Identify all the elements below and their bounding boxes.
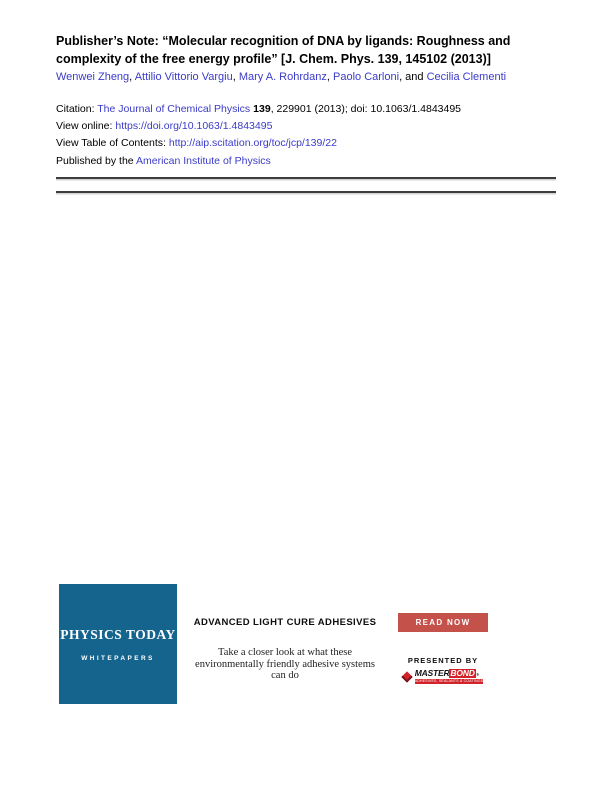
doi-link[interactable]: https://doi.org/10.1063/1.4843495 (115, 120, 273, 133)
read-now-button[interactable]: READ NOW (398, 613, 488, 632)
author-separator: , (326, 71, 334, 83)
citation-block (56, 101, 461, 170)
author-link[interactable]: Wenwei Zheng (56, 71, 130, 83)
toc-line (56, 135, 461, 152)
author-list (56, 71, 506, 83)
divider (56, 177, 556, 179)
presented-by-label: PRESENTED BY (407, 656, 479, 665)
ad-banner (0, 584, 612, 705)
ad-headline: ADVANCED LIGHT CURE ADHESIVES (193, 617, 377, 628)
citation-suffix: , 229901 (2013); doi: 10.1063/1.4843495 (270, 103, 462, 115)
toc-link[interactable]: http://aip.scitation.org/toc/jcp/139/22 (168, 137, 337, 150)
published-by-label: Published by the (56, 154, 136, 167)
volume-number: 139 (253, 103, 271, 115)
author-separator: , (232, 71, 239, 83)
author-separator: , and (399, 71, 427, 83)
masterbond-logo[interactable] (398, 669, 488, 684)
journal-link[interactable]: The Journal of Chemical Physics (97, 103, 251, 115)
ad-copy (175, 584, 395, 682)
divider (56, 191, 556, 193)
ad-body-text: Take a closer look at what these environmentally friendly adhesive systems can do (195, 647, 375, 681)
masterbond-text (415, 669, 484, 678)
masterbond-master-text: MASTER (414, 668, 450, 678)
citation-line (56, 101, 461, 118)
masterbond-wordmark (415, 669, 484, 684)
author-link[interactable]: Attilio Vittorio Vargiu (134, 71, 233, 83)
author-link[interactable]: Cecilia Clementi (426, 71, 507, 83)
citation-label: Citation: (56, 103, 98, 115)
toc-label: View Table of Contents: (56, 137, 169, 150)
view-online-label: View online: (56, 120, 116, 133)
ad-cta-column (398, 584, 488, 684)
view-online-line (56, 118, 461, 135)
masterbond-bond-text: BOND (450, 668, 475, 678)
author-link[interactable]: Paolo Carloni (333, 71, 400, 83)
physics-today-ad[interactable] (59, 584, 177, 704)
physics-today-logo: PHYSICS TODAY (60, 626, 176, 642)
registered-mark-icon: ® (476, 672, 480, 677)
publisher-link[interactable]: American Institute of Physics (135, 154, 271, 167)
author-separator: , (129, 71, 135, 83)
whitepapers-label: WHITEPAPERS (81, 654, 155, 662)
publisher-line (56, 153, 461, 170)
paper-title: Publisher’s Note: “Molecular recognition of DNA by ligands: Roughness and complexity of the free energy profile” [J. Chem. Phys. 139, 145102 (2013)] (56, 34, 511, 66)
masterbond-tagline: ADHESIVES, SEALANTS & COATINGS (414, 679, 484, 683)
masterbond-diamond-icon (401, 671, 412, 682)
author-link[interactable]: Mary A. Rohrdanz (238, 71, 327, 83)
